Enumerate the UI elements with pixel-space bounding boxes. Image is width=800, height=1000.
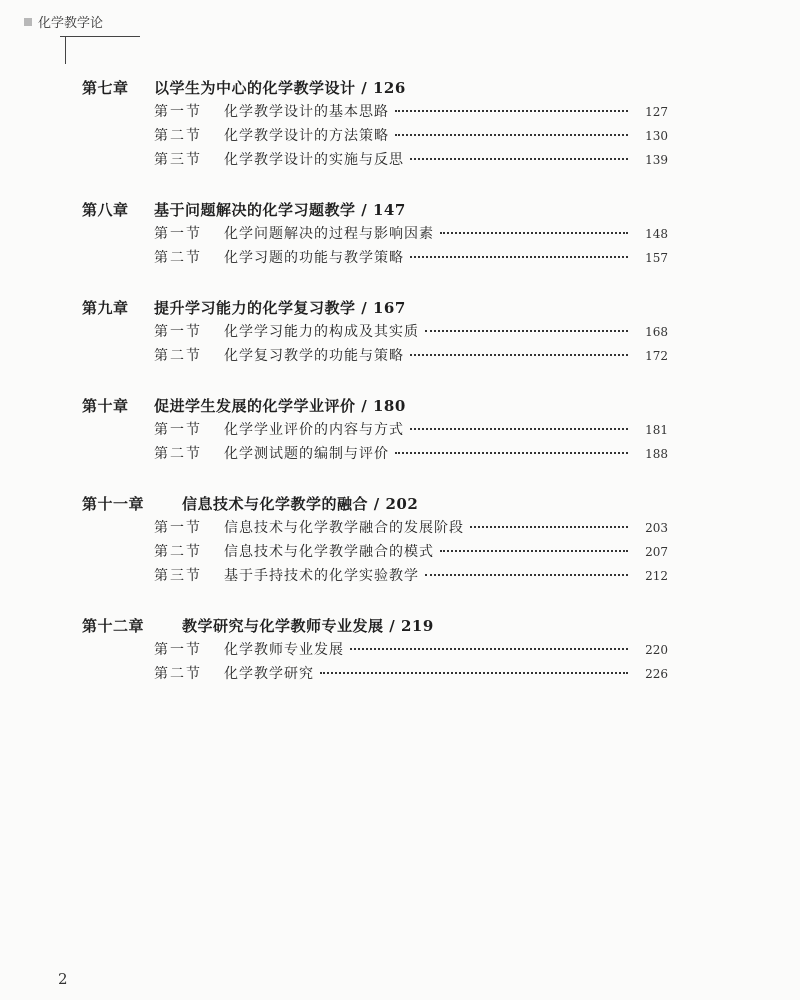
section-entry[interactable] bbox=[82, 124, 682, 148]
dot-leader bbox=[320, 671, 628, 674]
chapter-entry bbox=[82, 198, 682, 270]
section-label: 第二节 bbox=[154, 544, 202, 560]
chapter-page-separator: / bbox=[368, 495, 386, 513]
page-number: 2 bbox=[58, 970, 68, 988]
section-label: 第三节 bbox=[154, 568, 202, 584]
section-entry[interactable] bbox=[82, 320, 682, 344]
section-title: 化学教学设计的方法策略 bbox=[224, 128, 389, 144]
section-title: 化学复习教学的功能与策略 bbox=[224, 348, 404, 364]
chapter-name: 教学研究与化学教师专业发展 bbox=[182, 617, 384, 635]
section-entry[interactable] bbox=[82, 344, 682, 368]
section-label: 第三节 bbox=[154, 152, 202, 168]
section-title: 化学教学设计的实施与反思 bbox=[224, 152, 404, 168]
chapter-page-separator: / bbox=[355, 79, 373, 97]
chapter-entry bbox=[82, 76, 682, 172]
chapter-page: 219 bbox=[400, 617, 434, 635]
section-entry[interactable] bbox=[82, 540, 682, 564]
chapter-page: 180 bbox=[372, 397, 406, 415]
section-title: 化学问题解决的过程与影响因素 bbox=[224, 226, 434, 242]
section-title: 基于手持技术的化学实验教学 bbox=[224, 568, 419, 584]
section-entry[interactable] bbox=[82, 222, 682, 246]
section-title: 信息技术与化学教学融合的模式 bbox=[224, 544, 434, 560]
section-label: 第二节 bbox=[154, 666, 202, 682]
section-entry[interactable] bbox=[82, 442, 682, 466]
section-entry[interactable] bbox=[82, 638, 682, 662]
chapter-name: 信息技术与化学教学的融合 bbox=[182, 495, 369, 513]
header-rule bbox=[60, 36, 140, 37]
section-label: 第一节 bbox=[154, 104, 202, 120]
chapter-page-separator: / bbox=[383, 617, 401, 635]
dot-leader bbox=[410, 255, 628, 258]
section-page: 212 bbox=[645, 569, 668, 583]
chapter-title bbox=[82, 492, 682, 516]
chapter-label: 第七章 bbox=[82, 79, 129, 97]
section-label: 第一节 bbox=[154, 422, 202, 438]
chapter-entry bbox=[82, 394, 682, 466]
section-label: 第一节 bbox=[154, 226, 202, 242]
section-label: 第二节 bbox=[154, 128, 202, 144]
section-title: 化学学业评价的内容与方式 bbox=[224, 422, 404, 438]
section-page: 148 bbox=[645, 227, 668, 241]
section-title: 化学教学研究 bbox=[224, 666, 314, 682]
chapter-label: 第八章 bbox=[82, 201, 129, 219]
chapter-title bbox=[82, 296, 682, 320]
chapter-label: 第十章 bbox=[82, 397, 129, 415]
section-label: 第二节 bbox=[154, 348, 202, 364]
section-page: 139 bbox=[645, 153, 668, 167]
dot-leader bbox=[470, 525, 628, 528]
section-label: 第二节 bbox=[154, 446, 202, 462]
section-label: 第二节 bbox=[154, 250, 202, 266]
chapter-entry bbox=[82, 492, 682, 588]
chapter-entry bbox=[82, 296, 682, 368]
chapter-label: 第十二章 bbox=[82, 617, 145, 635]
chapter-label: 第九章 bbox=[82, 299, 129, 317]
section-entry[interactable] bbox=[82, 564, 682, 588]
dot-leader bbox=[410, 157, 628, 160]
chapter-title bbox=[82, 76, 682, 100]
section-page: 203 bbox=[645, 521, 668, 535]
chapter-page-separator: / bbox=[355, 201, 373, 219]
dot-leader bbox=[395, 451, 628, 454]
dot-leader bbox=[395, 109, 628, 112]
dot-leader bbox=[440, 549, 628, 552]
section-page: 226 bbox=[645, 667, 668, 681]
section-title: 化学教学设计的基本思路 bbox=[224, 104, 389, 120]
section-label: 第一节 bbox=[154, 324, 202, 340]
chapter-page: 167 bbox=[372, 299, 406, 317]
dot-leader bbox=[350, 647, 628, 650]
dot-leader bbox=[395, 133, 628, 136]
chapter-name: 提升学习能力的化学复习教学 bbox=[154, 299, 356, 317]
chapter-page: 126 bbox=[372, 79, 406, 97]
section-label: 第一节 bbox=[154, 642, 202, 658]
section-entry[interactable] bbox=[82, 418, 682, 442]
dot-leader bbox=[425, 573, 628, 576]
section-entry[interactable] bbox=[82, 662, 682, 686]
header-rule-vertical bbox=[65, 36, 66, 64]
section-title: 化学学习能力的构成及其实质 bbox=[224, 324, 419, 340]
section-page: 157 bbox=[645, 251, 668, 265]
dot-leader bbox=[440, 231, 628, 234]
section-page: 168 bbox=[645, 325, 668, 339]
chapter-entry bbox=[82, 614, 682, 686]
dot-leader bbox=[410, 427, 628, 430]
chapter-page-separator: / bbox=[355, 397, 373, 415]
chapter-name: 以学生为中心的化学教学设计 bbox=[154, 79, 356, 97]
chapter-title bbox=[82, 198, 682, 222]
header-square-icon bbox=[24, 18, 32, 26]
section-page: 207 bbox=[645, 545, 668, 559]
dot-leader bbox=[410, 353, 628, 356]
chapter-page-separator: / bbox=[355, 299, 373, 317]
chapter-name: 促进学生发展的化学学业评价 bbox=[154, 397, 356, 415]
section-title: 信息技术与化学教学融合的发展阶段 bbox=[224, 520, 464, 536]
section-entry[interactable] bbox=[82, 100, 682, 124]
section-title: 化学习题的功能与教学策略 bbox=[224, 250, 404, 266]
section-entry[interactable] bbox=[82, 516, 682, 540]
section-title: 化学教师专业发展 bbox=[224, 642, 344, 658]
section-entry[interactable] bbox=[82, 148, 682, 172]
dot-leader bbox=[425, 329, 628, 332]
chapter-name: 基于问题解决的化学习题教学 bbox=[154, 201, 356, 219]
section-page: 181 bbox=[645, 423, 668, 437]
section-page: 220 bbox=[645, 643, 668, 657]
running-title: 化学教学论 bbox=[38, 16, 104, 31]
section-entry[interactable] bbox=[82, 246, 682, 270]
running-header bbox=[24, 12, 103, 31]
chapter-page: 202 bbox=[385, 495, 419, 513]
chapter-page: 147 bbox=[372, 201, 406, 219]
section-page: 172 bbox=[645, 349, 668, 363]
section-page: 127 bbox=[645, 105, 668, 119]
chapter-title bbox=[82, 394, 682, 418]
chapter-title bbox=[82, 614, 682, 638]
section-page: 130 bbox=[645, 129, 668, 143]
chapter-label: 第十一章 bbox=[82, 495, 145, 513]
section-title: 化学测试题的编制与评价 bbox=[224, 446, 389, 462]
section-label: 第一节 bbox=[154, 520, 202, 536]
section-page: 188 bbox=[645, 447, 668, 461]
